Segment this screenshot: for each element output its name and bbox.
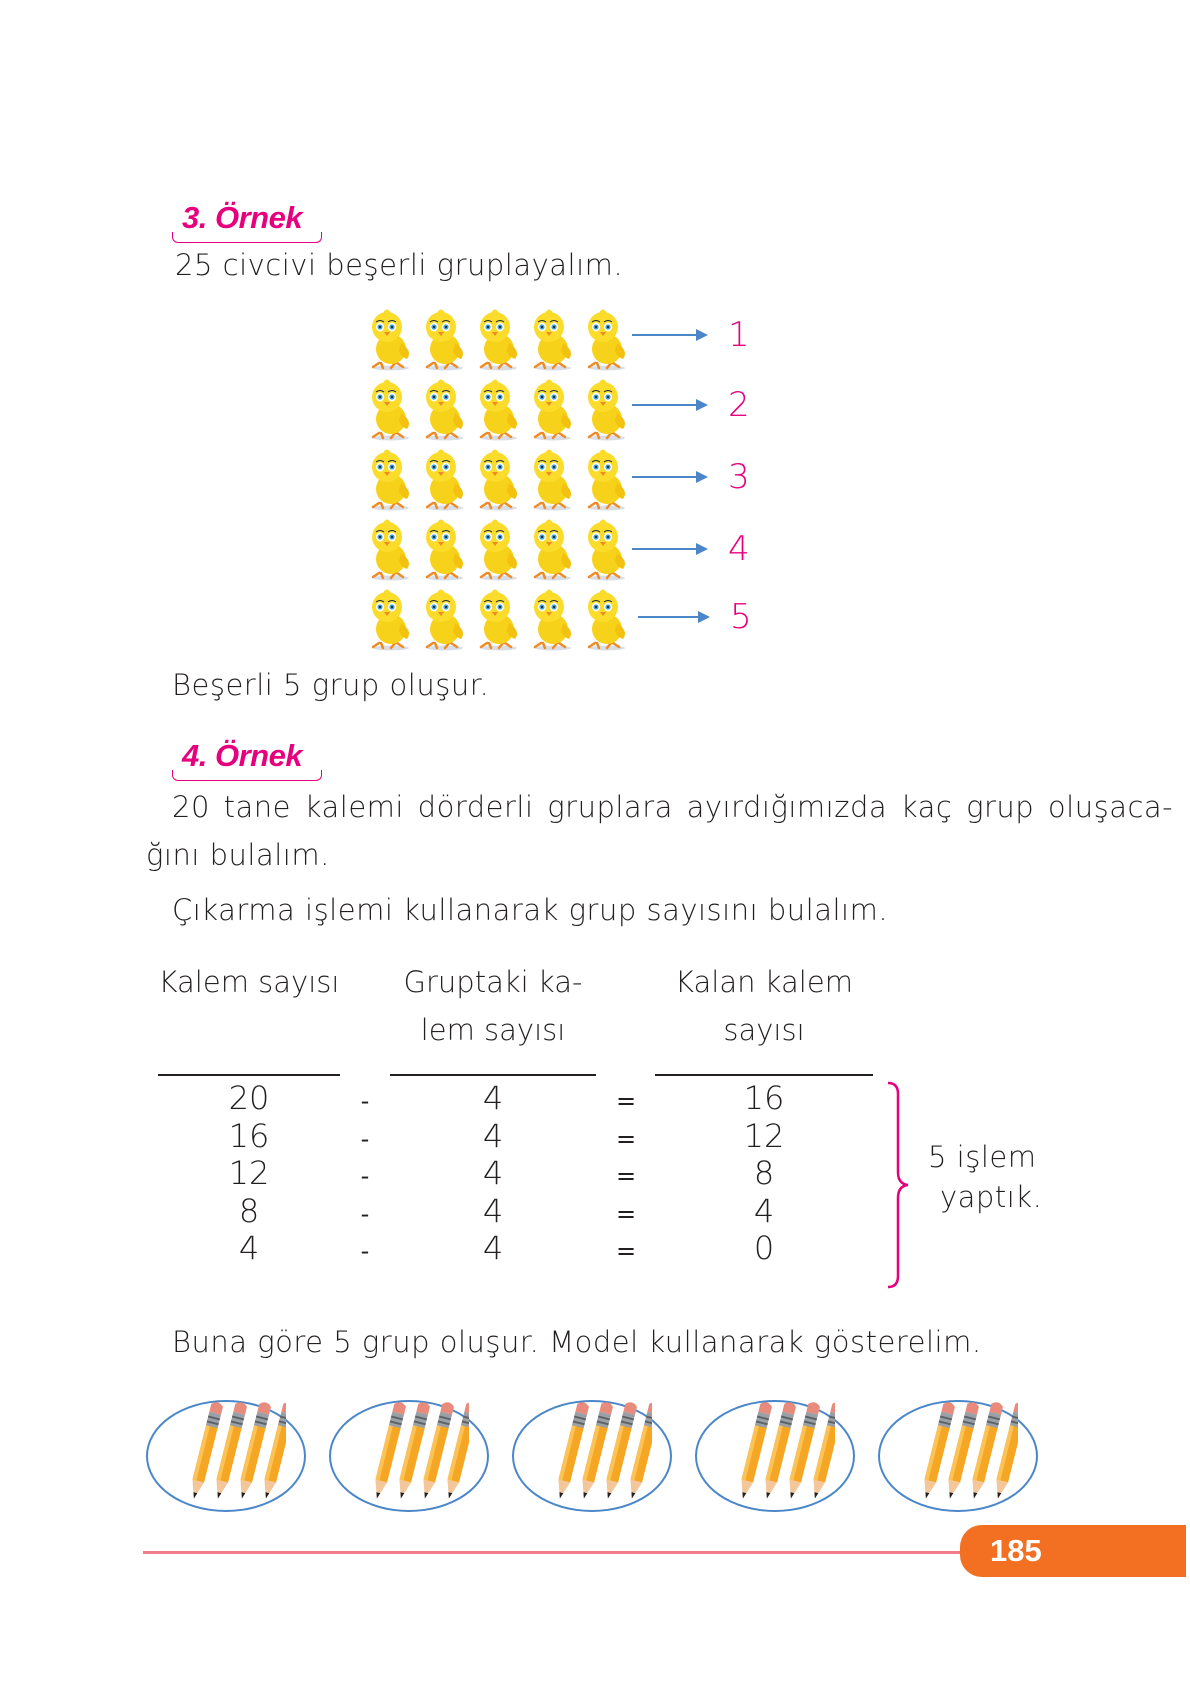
chick-icon bbox=[473, 445, 523, 511]
chick-icon bbox=[581, 375, 631, 441]
pen-count-cell: 4 bbox=[238, 1229, 260, 1267]
group-arrow-row bbox=[632, 514, 760, 584]
group-size-cell: 4 bbox=[482, 1191, 504, 1230]
table-header-pen-count bbox=[158, 958, 340, 1006]
group-number: 4 bbox=[728, 529, 750, 569]
chick-icon bbox=[365, 445, 415, 511]
example-4-title: 4. Örnek bbox=[182, 738, 303, 773]
pen-count-cell: 12 bbox=[228, 1154, 270, 1192]
pencil-groups bbox=[146, 1395, 1066, 1520]
group-size-cell: 4 bbox=[482, 1079, 504, 1117]
equals-sign: = bbox=[615, 1087, 637, 1115]
group-arrow-row bbox=[638, 584, 760, 650]
minus-sign: - bbox=[360, 1124, 370, 1153]
example-3-heading bbox=[172, 200, 322, 240]
table-header-pens-per-group bbox=[390, 958, 596, 1054]
group-arrow-row bbox=[632, 440, 760, 514]
pencil-group-oval bbox=[146, 1400, 306, 1512]
remaining-cell: 12 bbox=[743, 1116, 785, 1155]
group-size-cell: 4 bbox=[482, 1116, 504, 1155]
remaining-cell: 8 bbox=[753, 1154, 775, 1192]
group-arrow-row bbox=[632, 300, 760, 370]
remaining-cell: 4 bbox=[753, 1191, 775, 1230]
example-4-instruction: Çıkarma işlemi kullanarak grup sayısını bulalım. bbox=[172, 893, 889, 927]
chick-icon bbox=[581, 445, 631, 511]
example-3-prompt: 25 civcivi beşerli gruplayalım. bbox=[175, 248, 624, 282]
group-number: 1 bbox=[728, 315, 750, 355]
table-header-remaining bbox=[655, 958, 873, 1054]
group-size-cell: 4 bbox=[482, 1229, 504, 1267]
page-number-tab bbox=[960, 1525, 1186, 1577]
equals-sign: = bbox=[615, 1199, 637, 1228]
column-rule bbox=[158, 1074, 340, 1076]
chick-icon bbox=[473, 305, 523, 371]
chick-icon bbox=[581, 305, 631, 371]
pen-count-cell: 8 bbox=[238, 1191, 260, 1230]
chick-icon bbox=[419, 305, 469, 371]
arrow-right-icon bbox=[632, 404, 704, 406]
group-number: 3 bbox=[728, 457, 750, 497]
minus-sign: - bbox=[360, 1199, 370, 1228]
table-row bbox=[158, 1191, 873, 1229]
remaining-cell: 0 bbox=[753, 1229, 775, 1267]
chick-icon bbox=[419, 585, 469, 651]
pencil-group-oval bbox=[695, 1400, 855, 1512]
brace-note-line-1: 5 işlem bbox=[928, 1140, 1037, 1174]
chick-icon bbox=[581, 585, 631, 651]
header-line: Gruptaki ka- bbox=[403, 965, 583, 999]
minus-sign: - bbox=[360, 1237, 370, 1265]
table-row bbox=[158, 1078, 873, 1116]
chick-icon bbox=[365, 305, 415, 371]
pen-count-cell: 16 bbox=[228, 1116, 270, 1155]
footer-rule bbox=[143, 1551, 973, 1554]
pencil-icon bbox=[176, 1394, 286, 1506]
minus-sign: - bbox=[360, 1162, 370, 1190]
group-number: 5 bbox=[730, 597, 752, 637]
chick-icon bbox=[419, 375, 469, 441]
arrow-right-icon bbox=[638, 616, 706, 618]
minus-sign: - bbox=[360, 1087, 370, 1115]
pencil-group-oval bbox=[878, 1400, 1038, 1512]
chick-icon bbox=[365, 515, 415, 581]
header-line: sayısı bbox=[723, 1013, 805, 1047]
equals-sign: = bbox=[615, 1237, 637, 1265]
pen-count-cell: 20 bbox=[228, 1079, 270, 1117]
example-3-title: 3. Örnek bbox=[182, 200, 303, 235]
header-line: Kalem sayısı bbox=[158, 965, 340, 999]
chick-icon bbox=[581, 515, 631, 581]
chick-icon bbox=[473, 515, 523, 581]
chick-icon bbox=[527, 445, 577, 511]
example-4-conclusion: Buna göre 5 grup oluşur. Model kullanarak gösterelim. bbox=[172, 1325, 982, 1359]
arrow-right-icon bbox=[632, 548, 704, 550]
chick-icon bbox=[365, 585, 415, 651]
column-rule bbox=[655, 1074, 873, 1076]
group-number: 2 bbox=[728, 385, 750, 425]
equals-sign: = bbox=[615, 1162, 637, 1190]
page-number: 185 bbox=[990, 1533, 1042, 1568]
header-line: Kalan kalem bbox=[675, 965, 853, 999]
pencil-icon bbox=[908, 1394, 1018, 1506]
brace-note-line-2: yaptık. bbox=[940, 1180, 1043, 1214]
chick-icon bbox=[419, 515, 469, 581]
subtraction-table bbox=[158, 1078, 873, 1266]
table-row bbox=[158, 1116, 873, 1154]
example-4-heading bbox=[172, 738, 322, 778]
chick-icon bbox=[527, 305, 577, 371]
chick-icon bbox=[527, 375, 577, 441]
equals-sign: = bbox=[615, 1124, 637, 1153]
chick-icon bbox=[419, 445, 469, 511]
chick-icon bbox=[473, 375, 523, 441]
pencil-icon bbox=[725, 1394, 835, 1506]
curly-brace-icon bbox=[884, 1080, 914, 1290]
group-size-cell: 4 bbox=[482, 1154, 504, 1192]
pencil-group-oval bbox=[512, 1400, 672, 1512]
column-rule bbox=[390, 1074, 596, 1076]
remaining-cell: 16 bbox=[743, 1079, 785, 1117]
arrow-right-icon bbox=[632, 334, 704, 336]
pencil-icon bbox=[542, 1394, 652, 1506]
chick-icon bbox=[365, 375, 415, 441]
example-3-conclusion: Beşerli 5 grup oluşur. bbox=[172, 668, 490, 702]
group-arrow-row bbox=[632, 370, 760, 440]
group-arrows bbox=[632, 300, 760, 650]
chick-icon bbox=[527, 585, 577, 651]
chick-icon bbox=[527, 515, 577, 581]
chick-icon bbox=[473, 585, 523, 651]
pencil-icon bbox=[359, 1394, 469, 1506]
arrow-right-icon bbox=[632, 476, 704, 478]
header-line: lem sayısı bbox=[420, 1013, 566, 1047]
example-4-prompt-line-1: 20 tane kalemi dörderli gruplara ayırdığımızda kaç grup oluşaca- bbox=[172, 790, 1174, 824]
pencil-group-oval bbox=[329, 1400, 489, 1512]
chick-grid bbox=[365, 305, 635, 655]
table-row bbox=[158, 1228, 873, 1266]
example-4-prompt-line-2: ğını bulalım. bbox=[146, 838, 330, 872]
table-row bbox=[158, 1153, 873, 1191]
